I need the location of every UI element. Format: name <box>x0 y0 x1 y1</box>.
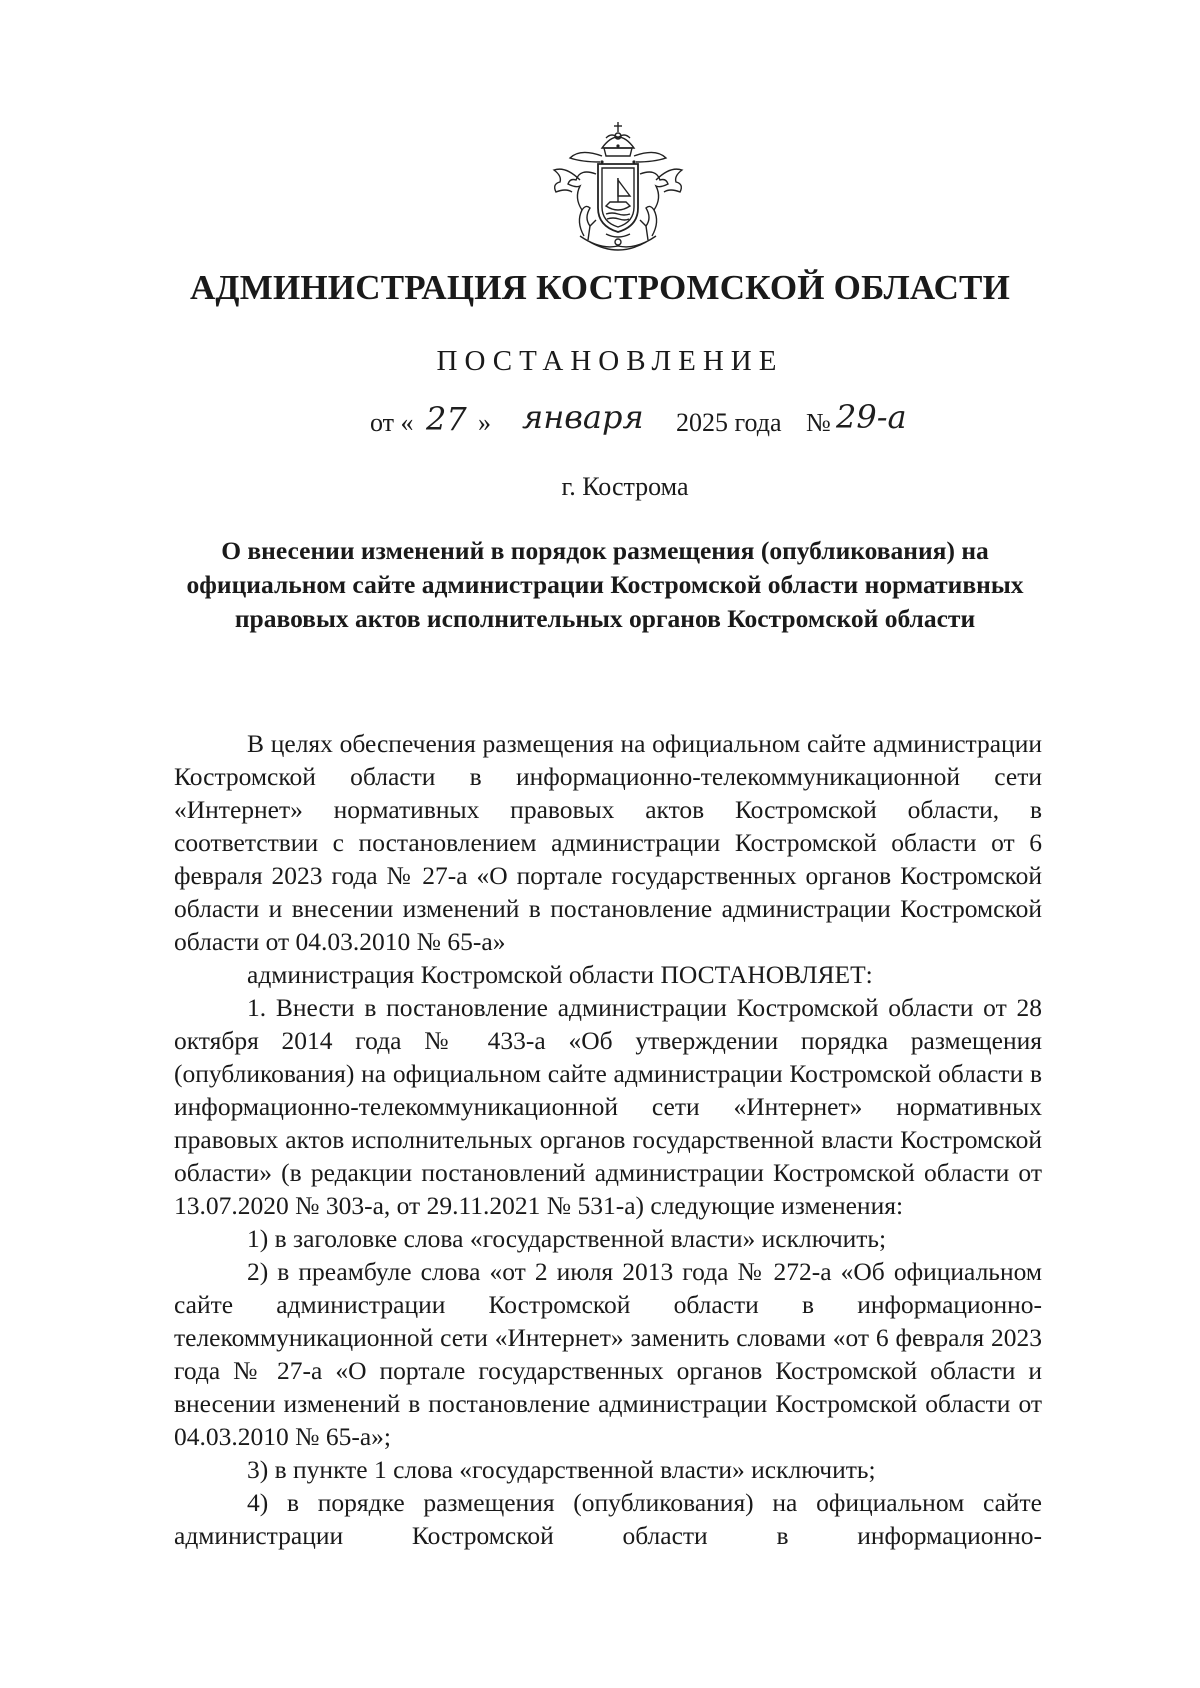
number-prefix: № <box>806 408 831 437</box>
document-type: ПОСТАНОВЛЕНИЕ <box>436 345 784 377</box>
date-prefix: от « <box>370 408 414 437</box>
paragraph-resolves: администрация Костромской области ПОСТАНОВЛЯЕТ: <box>247 960 873 989</box>
paragraph-subitem-3: 3) в пункте 1 слова «государственной власти» исключить; <box>247 1455 876 1484</box>
date-year: 2025 года <box>676 408 782 437</box>
document-subject: О внесении изменений в порядок размещения (опубликования) на официальном сайте администрации Костромской области нормативных правовых актов исполнительных органов Костромской области <box>186 536 1024 633</box>
city: г. Кострома <box>561 472 689 501</box>
paragraph-subitem-1: 1) в заголовке слова «государственной власти» исключить; <box>247 1224 887 1253</box>
date-day-handwritten: 27 <box>426 400 467 438</box>
date-month-handwritten: января <box>522 398 644 436</box>
date-mid: » <box>478 408 491 437</box>
paragraph-item-1: 1. Внести в постановление администрации Костромской области от 28 октября 2014 года № 433-а «Об утверждении порядка размещения (опубликования) на официальном сайте администрации Костромской области в информационно-телекоммуникационной сети «Интернет» нормативных правовых актов исполнительных органов государственной власти Костромской области» (в редакции постановлений администрации Костромской области от 13.07.2020 № 303-а, от 29.11.2021 № 531-а) следующие изменения: <box>174 993 1042 1220</box>
document-body <box>174 727 1042 1552</box>
paragraph-subitem-2: 2) в преамбуле слова «от 2 июля 2013 года № 272-а «Об официальном сайте администрации Костромской области в информационно-телекоммуникационной сети «Интернет» заменить словами «от 6 февраля 2023 года № 27-а «О портале государственных органов Костромской области и внесении изменений в постановление администрации Костромской области от 04.03.2010 № 65-а»; <box>174 1257 1042 1451</box>
document-number-handwritten: 29-а <box>836 398 907 436</box>
coat-of-arms-icon <box>540 118 696 258</box>
organization-title: АДМИНИСТРАЦИЯ КОСТРОМСКОЙ ОБЛАСТИ <box>189 268 1011 307</box>
paragraph-preamble: В целях обеспечения размещения на официальном сайте администрации Костромской области в информационно-телекоммуникационной сети «Интернет» нормативных правовых актов Костромской области, в соответствии с постановлением администрации Костромской области от 6 февраля 2023 года № 27-а «О портале государственных органов Костромской области и внесении изменений в постановление администрации Костромской области от 04.03.2010 № 65-а» <box>174 729 1042 956</box>
paragraph-subitem-4: 4) в порядке размещения (опубликования) на официальном сайте администрации Костромской области в информационно- <box>174 1488 1042 1550</box>
